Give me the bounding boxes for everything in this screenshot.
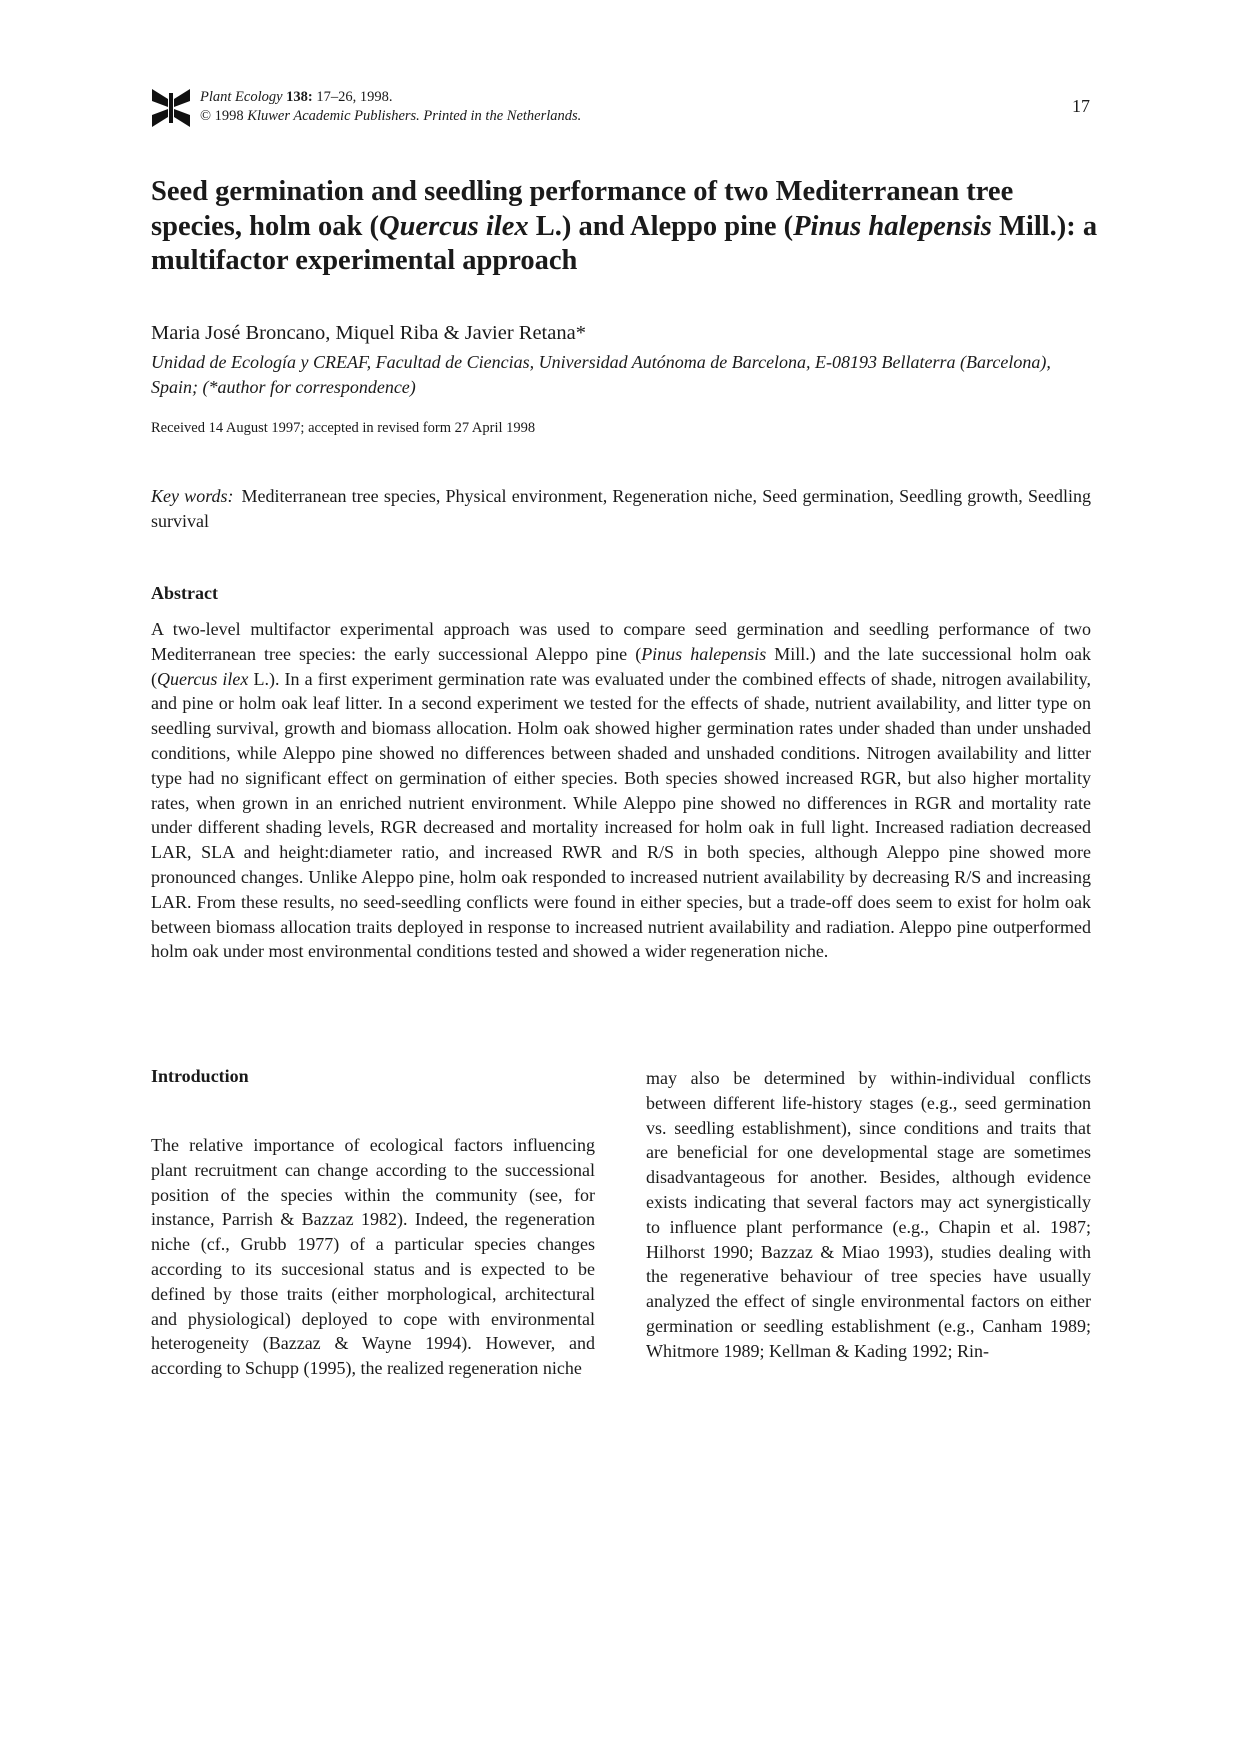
affiliation: Unidad de Ecología y CREAF, Facultad de Ciencias, Universidad Autónoma de Barcelona, E-08193 Bellaterra (Barcelona), Spain; (*author for correspondence) xyxy=(151,352,1051,397)
journal-citation xyxy=(200,88,581,126)
keywords-label: Key words: xyxy=(151,486,234,506)
abstract-text: A two-level multifactor experimental approach was used to compare seed germination and seedling performance of two Mediterranean tree species: the early successional Aleppo pine (Pinus halepensis Mill.) and the late successional holm oak (Quercus ilex L.). In a first experiment germination rate was evaluated under the combined effects of shade, nitrogen availability, and pine or holm oak leaf litter. In a second experiment we tested for the effects of shade, nutrient availability, and litter type on seedling survival, growth and biomass allocation. Holm oak showed higher germination rates under shaded than under unshaded conditions, while Aleppo pine showed no differences between shaded and unshaded conditions. Nitrogen availability and litter type had no significant effect on germination of either species. Both species showed increased RGR, but also higher mortality rates, when grown in an enriched nutrient environment. While Aleppo pine showed no differences in RGR and mortality rate under different shading levels, RGR decreased and mortality increased for holm oak in full light. Increased radiation decreased LAR, SLA and height:diameter ratio, and increased RWR and R/S in both species, although Aleppo pine showed more pronounced changes. Unlike Aleppo pine, holm oak responded to increased nutrient availability by decreasing R/S and increasing LAR. From these results, no seed-seedling conflicts were found in either species, but a trade-off does seem to exist for holm oak between biomass allocation traits deployed in response to increased nutrient availability and radiation. Aleppo pine outperformed holm oak under most environmental conditions tested and showed a wider regeneration niche. xyxy=(151,619,1091,962)
species-pinus: Pinus halepensis xyxy=(793,210,992,242)
keywords xyxy=(151,484,1091,534)
publisher: Kluwer Academic Publishers. Printed in the Netherlands. xyxy=(247,108,582,124)
journal-volume: 138: xyxy=(286,89,313,105)
introduction-heading: Introduction xyxy=(151,1066,249,1086)
journal-pages: 17–26, 1998. xyxy=(312,89,393,105)
page-number: 17 xyxy=(1072,96,1090,116)
received-dates: Received 14 August 1997; accepted in revised form 27 April 1998 xyxy=(151,420,536,436)
journal-name: Plant Ecology xyxy=(200,89,283,105)
publisher-logo-icon xyxy=(150,87,192,129)
species-quercus: Quercus ilex xyxy=(379,210,529,242)
abstract-heading: Abstract xyxy=(151,583,218,603)
introduction-right-column: may also be determined by within-individual conflicts between different life-history stages (e.g., seed germination vs. seedling establishment), since conditions and traits that are beneficial for one developmental stage are sometimes disadvantageous for another. Besides, although evidence exists indicating that several factors may act synergistically to influence plant performance (e.g., Chapin et al. 1987; Hilhorst 1990; Bazzaz & Miao 1993), studies dealing with the regenerative behaviour of tree species have usually analyzed the effect of single environmental factors on either germination or seedling establishment (e.g., Canham 1989; Whitmore 1989; Kellman & Kading 1992; Rin- xyxy=(646,1068,1091,1361)
authors: Maria José Broncano, Miquel Riba & Javier Retana* xyxy=(151,322,586,344)
introduction-left-column: The relative importance of ecological factors influencing plant recruitment can change according to the successional position of the species within the community (see, for instance, Parrish & Bazzaz 1982). Indeed, the regeneration niche (cf., Grubb 1977) of a particular species changes according to its succesional status and is expected to be defined by those traits (either morphological, architectural and physiological) deployed to cope with environmental heterogeneity (Bazzaz & Wayne 1994). However, and according to Schupp (1995), the realized regeneration niche xyxy=(151,1135,595,1379)
paper-title: Seed germination and seedling performance of two Mediterranean tree species, holm oak (Quercus ilex L.) and Aleppo pine (Pinus halepensis Mill.): a multifactor experimental approach xyxy=(151,176,1098,276)
copyright: © 1998 xyxy=(200,108,248,124)
keywords-text: Mediterranean tree species, Physical environment, Regeneration niche, Seed germination, Seedling growth, Seedling survival xyxy=(151,486,1091,531)
